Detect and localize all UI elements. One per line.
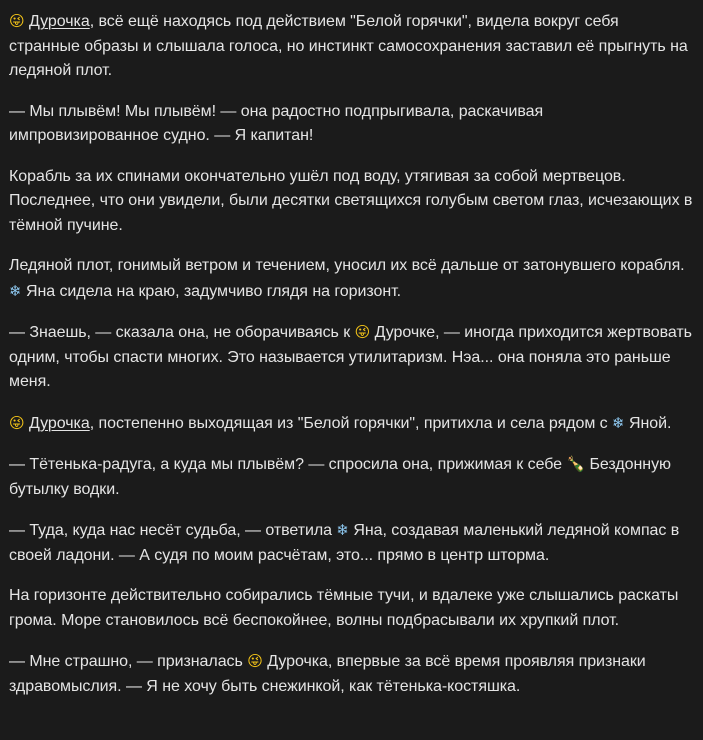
crazy-face-emoji-icon: 😜 [9,12,25,30]
paragraph-2-text: — Мы плывём! Мы плывём! — она радостно подпрыгивала, раскачивая импровизированное судно. — Я капитан! [9,102,544,144]
mention-durochka-link[interactable]: Дурочка [29,414,90,432]
paragraph-3-text: Корабль за их спинами окончательно ушёл под воду, утягивая за собой мертвецов. Последнее, что они увидели, были десятки светящихся голубым светом глаз, исчезающих в тёмной пучине. [9,167,693,234]
paragraph-10-text-after: Дурочка, впервые за всё время проявляя признаки здравомыслия. — Я не хочу быть снежинкой, как тётенька-костяшка. [9,653,646,695]
paragraph-7-text-before: — Тётенька-радуга, а куда мы плывём? — спросила она, прижимая к себе [9,456,563,473]
paragraph-9-text: На горизонте действительно собирались тёмные тучи, и вдалеке уже слышались раскаты грома. Море становилось всё беспокойнее, волны подбрасывали их хрупкий плот. [9,587,679,629]
paragraph-4 [9,254,693,304]
snowflake-emoji-icon: ❄ [612,413,625,432]
paragraph-10 [9,649,693,699]
paragraph-8-text-before: — Туда, куда нас несёт судьба, — ответила [9,522,333,539]
paragraph-3 [9,165,693,239]
mention-durochka-link[interactable]: Дурочка [29,13,90,30]
crazy-face-emoji-icon: 😜 [354,323,371,341]
paragraph-4-text-before: Ледяной плот, гонимый ветром и течением, уносил их всё дальше от затонувшего корабля. [9,257,685,274]
paragraph-1 [9,9,693,84]
paragraph-5-text-before: — Знаешь, — сказала она, не оборачиваясь к [9,324,351,341]
paragraph-6-text-after: Яной. [628,414,672,432]
crazy-face-emoji-icon: 😜 [247,652,263,670]
paragraph-2 [9,100,693,149]
snowflake-emoji-icon: ❄ [336,521,349,539]
paragraph-10-text-before: — Мне страшно, — призналась [9,653,243,670]
paragraph-7-text-after: Бездонную бутылку водки. [9,456,671,498]
paragraph-8-text-after: Яна, создавая маленький ледяной компас в своей ладони. — А судя по моим расчётам, это... прямо в центр шторма. [9,522,680,564]
paragraph-5-text-after: Дурочке, — иногда приходится жертвовать одним, чтобы спасти многих. Это называется утилитаризм. Нэа... она поняла это раньше меня. [9,324,692,390]
paragraph-6 [9,411,693,437]
paragraph-6-text: , постепенно выходящая из "Белой горячки", притихла и села рядом с [89,414,608,432]
paragraph-5 [9,320,693,395]
paragraph-1-text: , всё ещё находясь под действием "Белой горячки", видела вокруг себя странные образы и слышала голоса, но инстинкт самосохранения заставил её прыгнуть на ледяной плот. [9,13,688,79]
bottle-emoji-icon: 🍾 [566,455,586,473]
paragraph-9 [9,584,693,633]
paragraph-7 [9,452,693,502]
paragraph-8 [9,518,693,568]
snowflake-emoji-icon: ❄ [9,281,22,300]
crazy-face-emoji-icon: 😜 [9,413,25,432]
paragraph-4-text-after: Яна сидела на краю, задумчиво глядя на горизонт. [25,282,402,300]
